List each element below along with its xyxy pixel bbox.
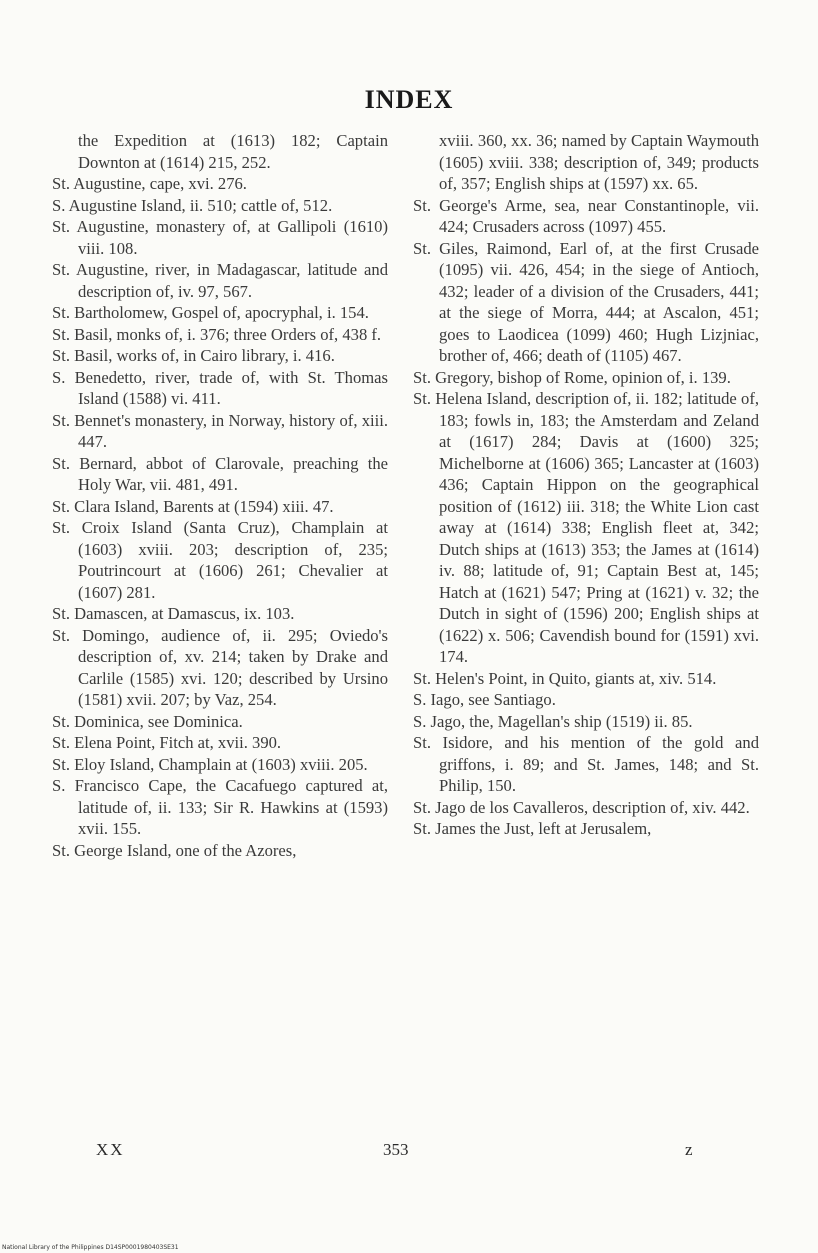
index-entry: St. Damascen, at Damascus, ix. 103. <box>52 604 295 623</box>
index-entry: the Expedition at (1613) 182; Captain Downton at (1614) 215, 252. <box>78 131 388 172</box>
index-entry: S. Jago, the, Magellan's ship (1519) ii. 85. <box>413 711 693 731</box>
index-entry: St. Dominica, see Dominica. <box>52 711 243 731</box>
page-footer <box>0 1140 818 1170</box>
index-entry: St. Elena Point, Fitch at, xvii. 390. <box>52 733 282 752</box>
index-entry: xviii. 360, xx. 36; named by Captain Waymouth (1605) xviii. 338; description of, 349; products of, 357; English ships at (1597) xx. 65. <box>439 131 759 193</box>
right-column <box>413 130 759 840</box>
index-entry: St. Basil, works of, in Cairo library, i. 416. <box>52 346 335 365</box>
index-entry: St. Croix Island (Santa Cruz), Champlain at (1603) xviii. 203; description of, 235; Poutrincourt at (1606) 261; Chevalier at (1607) 281. <box>52 518 388 602</box>
index-entry: St. Bernard, abbot of Clarovale, preaching the Holy War, vii. 481, 491. <box>52 453 388 494</box>
index-entry: S. Iago, see Santiago. <box>413 690 556 709</box>
index-entry: St. James the Just, left at Jerusalem, <box>413 819 652 838</box>
index-entry: St. Augustine, cape, xvi. 276. <box>52 174 247 193</box>
index-entry: St. Jago de los Cavalleros, description of, xiv. 442. <box>413 797 750 817</box>
index-entry: St. Augustine, river, in Madagascar, latitude and description of, iv. 97, 567. <box>52 260 388 301</box>
left-column <box>52 130 388 861</box>
index-entry: St. Helen's Point, in Quito, giants at, xiv. 514. <box>413 668 717 688</box>
index-entry: St. Eloy Island, Champlain at (1603) xviii. 205. <box>52 754 368 774</box>
library-stamp: National Library of the Philippines D14SP0001980403SE31 <box>2 1244 179 1251</box>
index-entry: St. Bennet's monastery, in Norway, history of, xiii. 447. <box>52 410 388 451</box>
index-entry: St. George's Arme, sea, near Constantinople, vii. 424; Crusaders across (1097) 455. <box>413 195 759 236</box>
signature-mark: XX <box>96 1140 125 1159</box>
page-number: 353 <box>383 1140 409 1159</box>
index-entry: St. Domingo, audience of, ii. 295; Oviedo's description of, xv. 214; taken by Drake and Carlile (1585) xvi. 120; described by Ursino (1581) xvii. 207; by Vaz, 254. <box>52 625 388 709</box>
index-entry: S. Francisco Cape, the Cacafuego captured at, latitude of, ii. 133; Sir R. Hawkins at (1593) xvii. 155. <box>52 776 388 838</box>
index-entry: St. George Island, one of the Azores, <box>52 840 297 860</box>
page-title: INDEX <box>364 85 454 114</box>
footer-mark: z <box>685 1140 693 1159</box>
index-entry: S. Augustine Island, ii. 510; cattle of, 512. <box>52 195 333 215</box>
index-entry: St. Helena Island, description of, ii. 182; latitude of, 183; fowls in, 183; the Amsterdam and Zeland at (1617) 284; Davis at (1600) 325; Michelborne at (1606) 365; Lancaster at (1603) 436; Captain Hippon on the geographical position of (1612) iii. 318; the White Lion cast away at (1614) 338; English fleet at, 342; Dutch ships at (1613) 353; the James at (1614) iv. 88; latitude of, 91; Captain Best at, 145; Hatch at (1621) 547; Pring at (1621) v. 32; the Dutch in sight of (1596) 200; English ships at (1622) x. 506; Cavendish bound for (1591) xvi. 174. <box>413 389 759 666</box>
index-entry: St. Basil, monks of, i. 376; three Orders of, 438 f. <box>52 324 382 344</box>
index-entry: St. Bartholomew, Gospel of, apocryphal, i. 154. <box>52 303 369 322</box>
index-entry: St. Gregory, bishop of Rome, opinion of, i. 139. <box>413 367 731 387</box>
index-entry: St. Isidore, and his mention of the gold and griffons, i. 89; and St. James, 148; and St. Philip, 150. <box>413 733 759 795</box>
index-entry: St. Giles, Raimond, Earl of, at the first Crusade (1095) vii. 426, 454; in the siege of Antioch, 432; leader of a division of the Crusaders, 441; at the siege of Morra, 444; at Ascalon, 451; goes to Laodicea (1099) 460; Hugh Lizjniac, brother of, 466; death of (1105) 467. <box>413 238 759 365</box>
index-entry: S. Benedetto, river, trade of, with St. Thomas Island (1588) vi. 411. <box>52 367 388 408</box>
index-entry: St. Clara Island, Barents at (1594) xiii. 47. <box>52 496 334 516</box>
index-entry: St. Augustine, monastery of, at Gallipoli (1610) viii. 108. <box>52 217 388 258</box>
